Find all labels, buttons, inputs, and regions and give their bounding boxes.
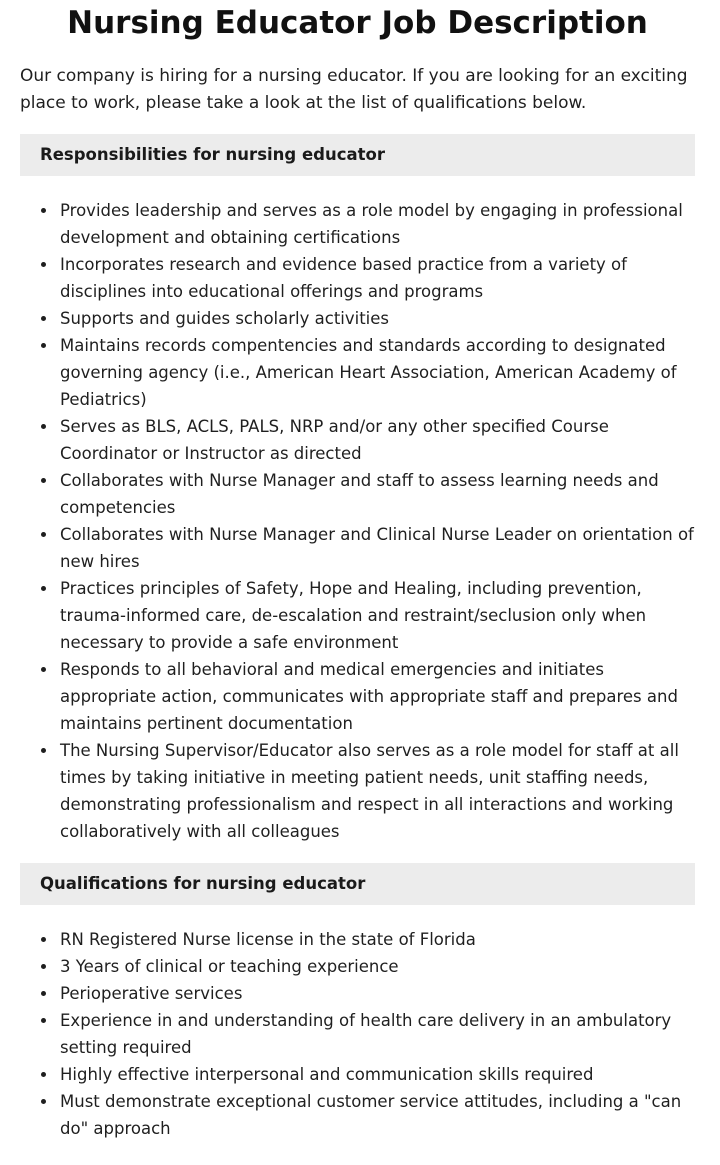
list-item: Responds to all behavioral and medical emergencies and initiates appropriate action, communicates with appropriate staff and prepares and maintains pertinent documentation (60, 656, 695, 737)
responsibilities-list (20, 197, 695, 845)
list-item: RN Registered Nurse license in the state of Florida (60, 926, 695, 953)
qualifications-list (20, 926, 695, 1142)
list-item: Collaborates with Nurse Manager and staff to assess learning needs and competencies (60, 467, 695, 521)
page-title: Nursing Educator Job Description (67, 5, 648, 41)
list-item: Highly effective interpersonal and communication skills required (60, 1061, 695, 1088)
list-item: 3 Years of clinical or teaching experience (60, 953, 695, 980)
intro-paragraph: Our company is hiring for a nursing educator. If you are looking for an exciting place to work, please take a look at the list of qualifications below. (20, 66, 688, 113)
qualifications-heading: Qualifications for nursing educator (20, 863, 695, 905)
list-item: Provides leadership and serves as a role model by engaging in professional development and obtaining certifications (60, 197, 695, 251)
list-item: Incorporates research and evidence based practice from a variety of disciplines into educational offerings and programs (60, 251, 695, 305)
list-item: Must demonstrate exceptional customer service attitudes, including a "can do" approach (60, 1088, 695, 1142)
list-item: Collaborates with Nurse Manager and Clinical Nurse Leader on orientation of new hires (60, 521, 695, 575)
responsibilities-section (20, 134, 695, 845)
list-item: Maintains records compentencies and standards according to designated governing agency (i.e., American Heart Association, American Academy of Pediatrics) (60, 332, 695, 413)
qualifications-section (20, 863, 695, 1142)
list-item: The Nursing Supervisor/Educator also serves as a role model for staff at all times by taking initiative in meeting patient needs, unit staffing needs, demonstrating professionalism and respect in all interactions and working collaboratively with all colleagues (60, 737, 695, 845)
list-item: Serves as BLS, ACLS, PALS, NRP and/or any other specified Course Coordinator or Instructor as directed (60, 413, 695, 467)
list-item: Supports and guides scholarly activities (60, 305, 695, 332)
list-item: Practices principles of Safety, Hope and Healing, including prevention, trauma-informed care, de-escalation and restraint/seclusion only when necessary to provide a safe environment (60, 575, 695, 656)
list-item: Experience in and understanding of health care delivery in an ambulatory setting required (60, 1007, 695, 1061)
responsibilities-heading: Responsibilities for nursing educator (20, 134, 695, 176)
list-item: Perioperative services (60, 980, 695, 1007)
